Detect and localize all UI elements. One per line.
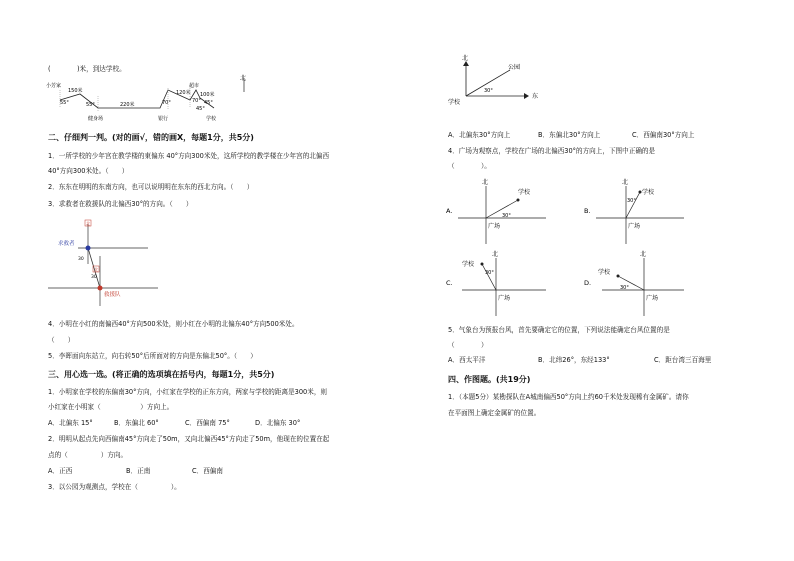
r-q3-opt-a: A．北偏东30°方向上 xyxy=(448,131,511,139)
s2-q1-line1: 1．一所学校的少年宫在教学楼的東偏东 40°方向300米处，这所学校的教学楼在少年宫的北偏西 xyxy=(48,152,330,160)
r-q3-opt-c: C．西偏南30°方向上 xyxy=(632,131,695,139)
s2-q4-b: （ ） xyxy=(48,336,75,344)
opt-a-school: 学校 xyxy=(518,189,531,196)
opt-a-letter: A. xyxy=(446,207,453,215)
park-school: 学校 xyxy=(448,99,461,106)
s3-q3: 3．以公园为观测点，学校在（ ）。 xyxy=(48,483,181,491)
park-label: 公园 xyxy=(508,64,521,71)
map-label-45a: 45° xyxy=(204,100,213,106)
r-q5-opt-a: A．西太平洋 xyxy=(448,356,486,364)
map-label-bank: 银行 xyxy=(158,116,169,122)
opt-d-school: 学校 xyxy=(598,269,611,276)
option-a-diagram xyxy=(446,180,556,252)
r-q5-line1: 5．气象台为预报台风，首先要确定它的位置，下列说法能确定台风位置的是 xyxy=(448,326,670,334)
section2-heading: 二、仔细判一判。(对的画√，错的画X，每题1分，共5分) xyxy=(48,133,254,142)
rescue-north-top: 北 xyxy=(86,221,90,226)
park-east: 东 xyxy=(532,93,539,100)
map-label-45b: 45° xyxy=(196,106,205,112)
opt-b-angle: 30° xyxy=(627,198,636,204)
top-line: ( )米，到达学校。 xyxy=(48,65,126,73)
s3-q1-line1: 1．小明家在学校的东偏南30°方向，小红家在学校的正东方向，两家与学校的距离是300米，则 xyxy=(48,388,328,396)
s3-q1-opt-d: D．北偏东 30° xyxy=(255,419,301,427)
map-label-220: 220米 xyxy=(120,102,135,108)
map-label-55b: 55° xyxy=(86,102,95,108)
s3-q1-line2: 小红家在小明家（ ）方向上。 xyxy=(48,403,174,411)
map-label-xiaofang: 小芳家 xyxy=(46,83,62,89)
map-label-70a: 70° xyxy=(162,100,171,106)
s3-q2-opt-c: C．西偏南 xyxy=(192,467,223,475)
s2-q5: 5．李晖面向东站立，向右转50°后所面对的方向是东偏北50°。（ ） xyxy=(48,352,257,360)
opt-b-letter: B. xyxy=(584,207,591,215)
map-label-120: 120米 xyxy=(176,90,191,96)
map-label-north: 北 xyxy=(240,75,247,82)
opt-d-plaza: 广场 xyxy=(646,295,659,302)
option-c-diagram xyxy=(446,252,556,324)
s3-q2-line1: 2．明明从起点先向西偏南45°方向走了50m，又向北偏西45°方向走了50m，他现在的位置在起 xyxy=(48,435,330,443)
map-label-150: 150米 xyxy=(68,88,83,94)
opt-c-north: 北 xyxy=(492,251,499,258)
map-label-gym: 健身场 xyxy=(88,116,104,122)
park-diagram xyxy=(448,55,539,110)
option-b-diagram xyxy=(584,180,694,252)
r-q3-opt-b: B．东偏北30°方向上 xyxy=(538,131,601,139)
opt-c-letter: C. xyxy=(446,279,453,287)
park-angle: 30° xyxy=(484,88,493,94)
s2-q2: 2．东东在明明的东南方向，也可以说明明在东东的西北方向。（ ） xyxy=(48,183,254,191)
map-label-100: 100米 xyxy=(200,92,215,98)
s3-q1-opt-b: B．东偏北 60° xyxy=(114,419,159,427)
route-map xyxy=(44,75,247,128)
opt-c-school: 学校 xyxy=(462,261,475,268)
opt-c-plaza: 广场 xyxy=(498,295,511,302)
s3-q2-opt-a: A．正西 xyxy=(48,467,73,475)
rescue-30a: 30 xyxy=(78,257,84,262)
option-d-diagram xyxy=(584,252,694,324)
r-q4-line2: （ ）。 xyxy=(448,162,491,170)
s3-q2-opt-b: B．正南 xyxy=(126,467,151,475)
s2-q3: 3．求救者在救援队的北偏西30°的方向。（ ） xyxy=(48,200,193,208)
opt-b-plaza: 广场 xyxy=(628,223,641,230)
opt-b-school: 学校 xyxy=(642,189,655,196)
s4-q1-line1: 1．（本题5分）某勘探队在A城南偏西50°方向上约60千米处发现稀有金属矿。请你 xyxy=(448,393,689,401)
s2-q1-line2: 40°方向300米处。（ ） xyxy=(48,167,129,175)
s3-q2-line2: 点的（ ）方向。 xyxy=(48,451,128,459)
section3-heading: 三、用心选一选。(将正确的选项填在括号内，每题1分，共5分) xyxy=(48,370,275,379)
s3-q1-opt-a: A．北偏东 15° xyxy=(48,419,93,427)
map-label-school: 学校 xyxy=(206,116,217,122)
rescue-30b: 30 xyxy=(91,275,97,280)
park-north: 北 xyxy=(462,55,469,62)
opt-a-angle: 30° xyxy=(502,213,511,219)
s3-q1-opt-c: C．西偏南 75° xyxy=(185,419,230,427)
map-label-55a: 55° xyxy=(60,100,69,106)
s2-q4: 4．小明在小红的南偏西40°方向500米处，则小红在小明的北偏东40°方向500米处。 xyxy=(48,320,299,328)
opt-b-north: 北 xyxy=(622,179,629,186)
opt-a-plaza: 广场 xyxy=(488,223,501,230)
opt-d-letter: D. xyxy=(584,279,592,287)
r-q4-line1: 4．广场为观察点，学校在广场的北偏西30°的方向上，下图中正确的是 xyxy=(448,147,656,155)
opt-c-angle: 30° xyxy=(485,270,494,276)
map-label-supermarket: 超市 xyxy=(189,83,200,89)
rescue-north-bottom: 北 xyxy=(94,267,98,272)
r-q5-opt-b: B．北纬26°，东经133° xyxy=(538,356,610,364)
rescue-seeker: 求救者 xyxy=(58,241,75,247)
r-q5-opt-c: C．距台湾三百海里 xyxy=(654,356,712,364)
map-label-70b: 70° xyxy=(192,98,201,104)
r-q5-line2: （ ） xyxy=(448,341,488,349)
rescue-diagram xyxy=(48,216,168,306)
s4-q1-line2: 在平面图上确定金属矿的位置。 xyxy=(448,409,541,417)
opt-a-north: 北 xyxy=(482,179,489,186)
section4-heading: 四、作图题。(共19分) xyxy=(448,375,531,384)
rescue-team: 救援队 xyxy=(104,292,121,298)
opt-d-north: 北 xyxy=(640,251,647,258)
opt-d-angle: 30° xyxy=(620,285,629,291)
